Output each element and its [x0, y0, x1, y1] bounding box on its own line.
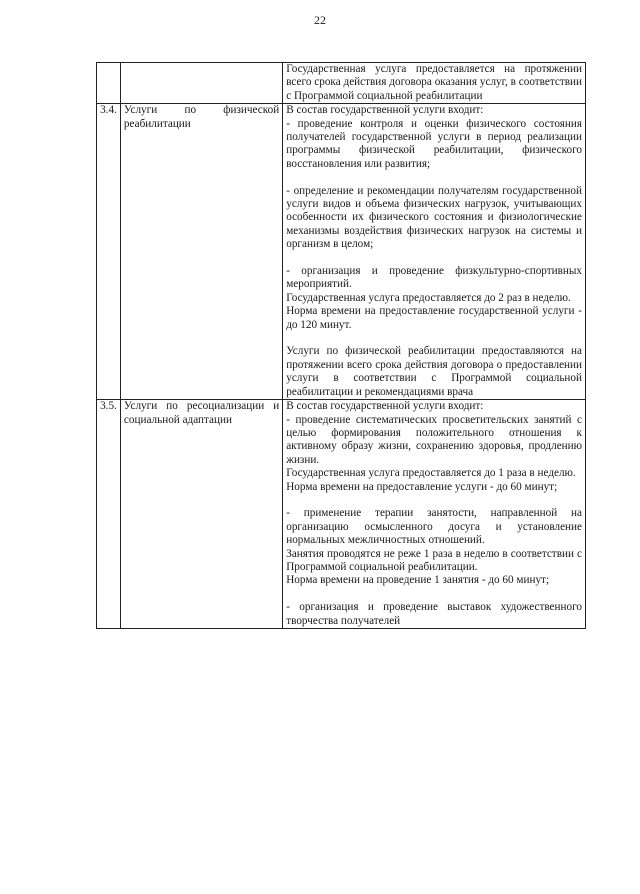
description-paragraph: В состав государственной услуги входит:	[286, 104, 484, 117]
description-paragraph: - применение терапии занятости, направленной на организацию осмысленного досуга и установление нормальных межличностных отношений.	[286, 507, 582, 547]
description-paragraph: - определение и рекомендации получателям государственной услуги видов и объема физических нагрузок, учитывающих особенности их физического состояния и физиологические механизмы воздействия физических нагрузок на системы и организм в целом;	[286, 184, 582, 251]
table-row-continuation	[97, 63, 586, 104]
description-paragraph: - организация и проведение физкультурно-спортивных мероприятий.	[286, 265, 582, 291]
service-name-cell: Услуги по ресоциализации и социальной адаптации	[120, 400, 282, 629]
services-table	[96, 62, 586, 629]
table-row-3-5	[97, 400, 586, 629]
description-paragraph: Услуги по физической реабилитации предоставляются на протяжении всего срока действия договора о предоставлении услуги в соответствии с Программой социальной реабилитации и рекомендациями врача	[286, 345, 582, 398]
description-paragraph: Государственная услуга предоставляется до 2 раз в неделю.	[286, 291, 571, 304]
description-paragraph: В состав государственной услуги входит:	[286, 400, 484, 413]
service-description-cell	[283, 63, 586, 104]
service-description-cell	[283, 400, 586, 629]
description-paragraph: Норма времени на предоставление услуги - до 60 минут;	[286, 480, 558, 493]
service-name-cell	[120, 63, 282, 104]
row-number-cell: 3.4.	[97, 104, 121, 400]
row-number-cell: 3.5.	[97, 400, 121, 629]
description-paragraph: Норма времени на проведение 1 занятия - до 60 минут;	[286, 574, 550, 587]
service-description-cell	[283, 104, 586, 400]
description-paragraph: - организация и проведение выставок художественного творчества получателей	[286, 601, 582, 627]
service-name-cell: Услуги по физической реабилитации	[120, 104, 282, 400]
description-paragraph: Занятия проводятся не реже 1 раза в неделю в соответствии с Программой социальной реабилитации.	[286, 547, 582, 573]
description-paragraph: Государственная услуга предоставляется на протяжении всего срока действия договора оказания услуг, в соответствии с Программой социальной реабилитации	[286, 63, 582, 102]
description-paragraph: Государственная услуга предоставляется до 1 раза в неделю.	[286, 467, 576, 480]
table-row-3-4	[97, 104, 586, 400]
description-paragraph: - проведение контроля и оценки физического состояния получателей государственной услуги в период реализации программы физической реабилитации, физического восстановления или развития;	[286, 117, 582, 170]
description-paragraph: - проведение систематических просветительских занятий с целью формирования положительного отношения к активному образу жизни, сохранению здоровья, продлению жизни.	[286, 413, 582, 466]
page-number: 22	[314, 13, 326, 27]
row-number-cell	[97, 63, 121, 104]
description-paragraph: Норма времени на предоставление государственной услуги - до 120 минут.	[286, 305, 582, 331]
